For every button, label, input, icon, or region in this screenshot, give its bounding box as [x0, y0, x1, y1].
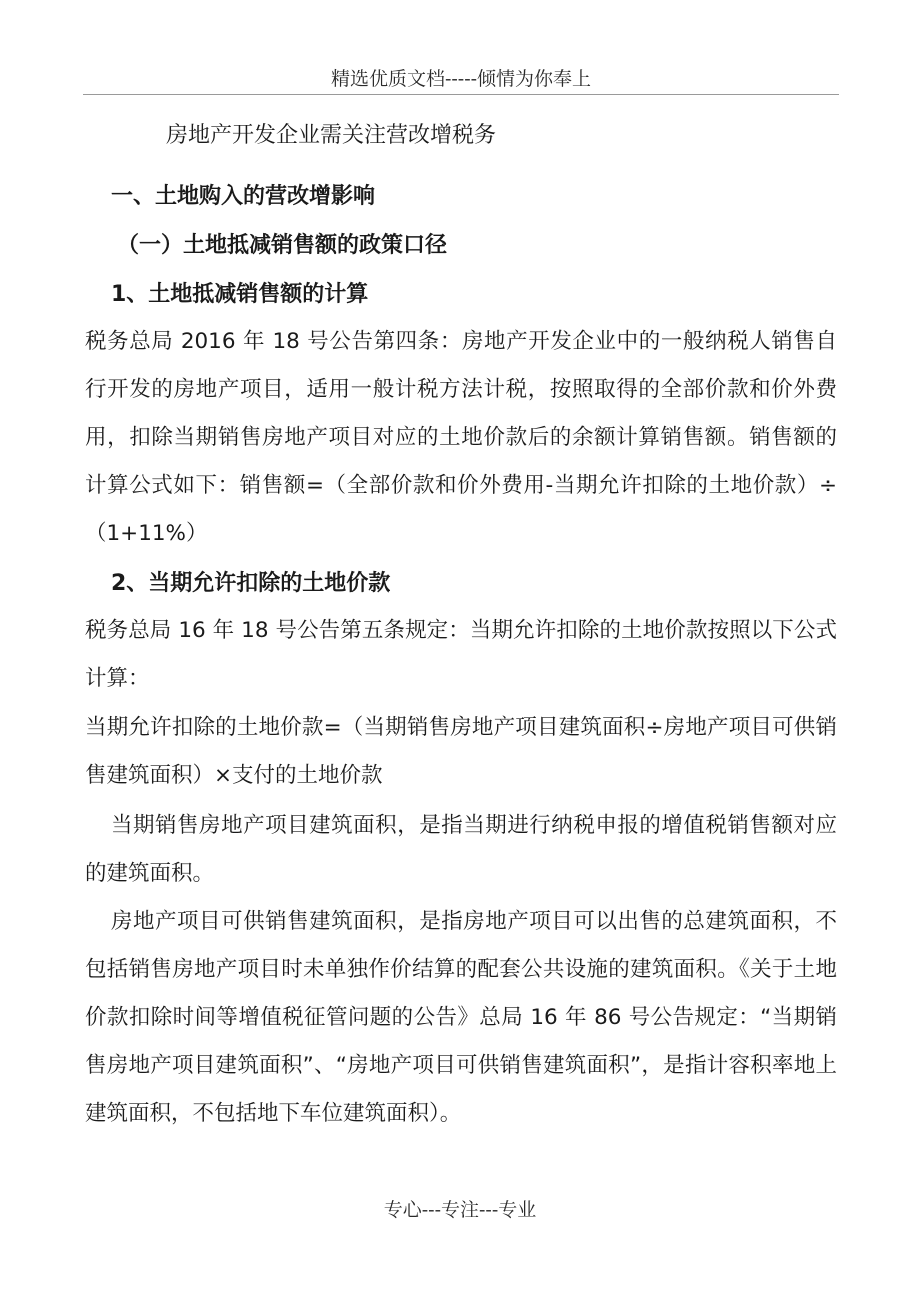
- paragraph-2: 税务总局 16 年 18 号公告第五条规定：当期允许扣除的土地价款按照以下公式计算：: [85, 618, 837, 691]
- item-heading-1: 1、土地抵减销售额的计算: [111, 282, 369, 307]
- subsection-heading-1: （一）土地抵减销售额的政策口径: [117, 233, 448, 258]
- section-heading-1: 一、土地购入的营改增影响: [111, 184, 376, 209]
- paragraph-3: 当期允许扣除的土地价款=（当期销售房地产项目建筑面积÷房地产项目可供销售建筑面积）×支付的土地价款: [85, 715, 837, 788]
- paragraph-4: 当期销售房地产项目建筑面积，是指当期进行纳税申报的增值税销售额对应的建筑面积。: [85, 813, 837, 886]
- item-heading-2: 2、当期允许扣除的土地价款: [111, 571, 391, 596]
- page-footer: 专心---专注---专业: [383, 1199, 537, 1221]
- page-header: 精选优质文档-----倾情为你奉上: [83, 64, 839, 95]
- document-title: 房地产开发企业需关注营改增税务: [166, 123, 497, 148]
- paragraph-5: 房地产项目可供销售建筑面积，是指房地产项目可以出售的总建筑面积，不包括销售房地产项目时未单独作价结算的配套公共设施的建筑面积。《关于土地价款扣除时间等增值税征管问题的公告》总局 16 年 86 号公告规定：“当期销售房地产项目建筑面积”、“房地产项目可供销售建筑面积”，是指计容积率地上建筑面积，不包括地下车位建筑面积）。: [85, 909, 837, 1126]
- paragraph-1: 税务总局 2016 年 18 号公告第四条：房地产开发企业中的一般纳税人销售自行开发的房地产项目，适用一般计税方法计税，按照取得的全部价款和价外费用，扣除当期销售房地产项目对应的土地价款后的余额计算销售额。销售额的计算公式如下：销售额=（全部价款和价外费用-当期允许扣除的土地价款）÷（1+11%）: [85, 329, 837, 546]
